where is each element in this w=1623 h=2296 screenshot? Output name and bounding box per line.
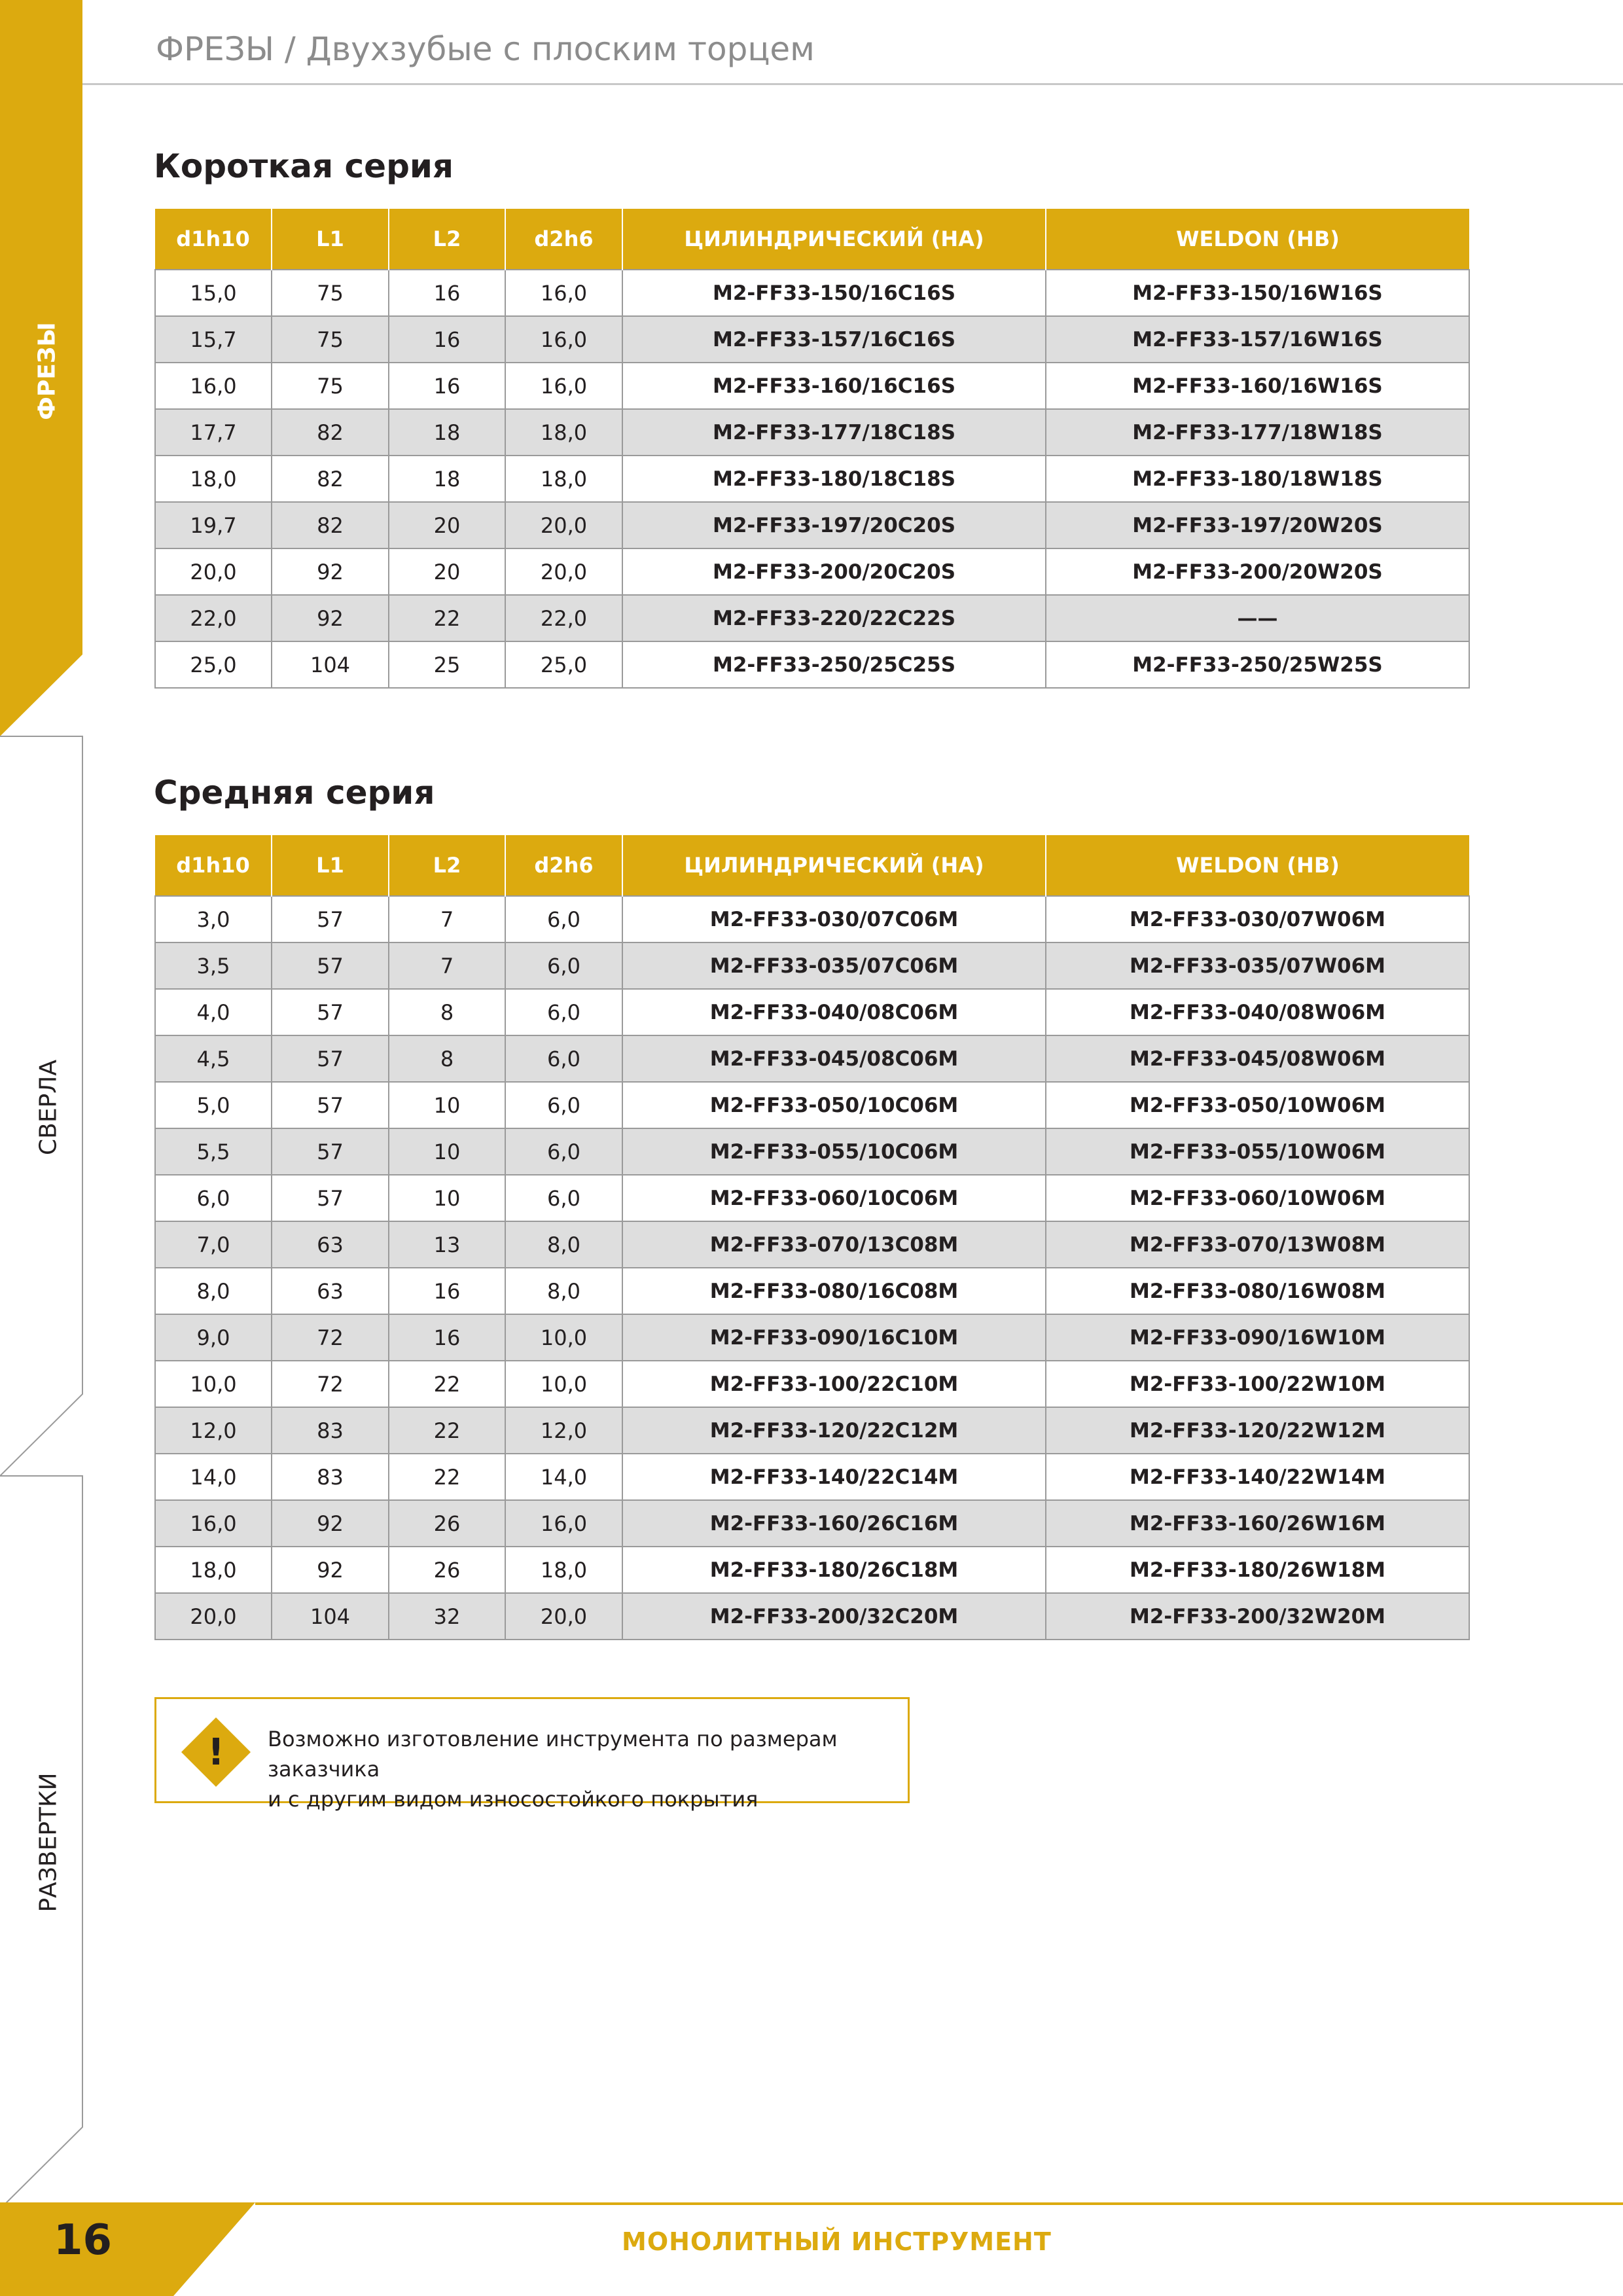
table-row: [155, 1454, 1469, 1500]
article-code-cell: M2-FF33-140/22W14M: [1046, 1454, 1469, 1500]
dimension-cell: 10,0: [505, 1361, 622, 1407]
article-code-cell: M2-FF33-055/10W06M: [1046, 1128, 1469, 1175]
column-header: WELDON (HB): [1046, 835, 1469, 896]
table-row: [155, 456, 1469, 502]
table-row: [155, 502, 1469, 548]
dimension-cell: 15,7: [155, 316, 272, 363]
column-header: L1: [272, 209, 389, 270]
table-row: [155, 1361, 1469, 1407]
medium-series-table: [154, 835, 1470, 1640]
dimension-cell: 75: [272, 270, 389, 316]
article-code-cell: M2-FF33-050/10C06M: [622, 1082, 1046, 1128]
dimension-cell: 72: [272, 1314, 389, 1361]
article-code-cell: M2-FF33-180/18C18S: [622, 456, 1046, 502]
dimension-cell: 17,7: [155, 409, 272, 456]
page-number: 16: [54, 2216, 113, 2265]
dimension-cell: 3,5: [155, 942, 272, 989]
short-series-table: [154, 209, 1470, 689]
dimension-cell: 18,0: [505, 456, 622, 502]
table-row: [155, 1500, 1469, 1547]
dimension-cell: 104: [272, 1593, 389, 1640]
dimension-cell: 7: [389, 942, 505, 989]
dimension-cell: 92: [272, 1547, 389, 1593]
dimension-cell: 57: [272, 1128, 389, 1175]
dimension-cell: 16: [389, 1268, 505, 1314]
table-row: [155, 989, 1469, 1035]
dimension-cell: 6,0: [505, 1035, 622, 1082]
column-header: d2h6: [505, 209, 622, 270]
table-row: [155, 1082, 1469, 1128]
table-row: [155, 548, 1469, 595]
dimension-cell: 8,0: [505, 1268, 622, 1314]
dimension-cell: 3,0: [155, 896, 272, 942]
article-code-cell: M2-FF33-160/16C16S: [622, 363, 1046, 409]
table-row: [155, 1593, 1469, 1640]
article-code-cell: M2-FF33-140/22C14M: [622, 1454, 1046, 1500]
table-row: [155, 942, 1469, 989]
dimension-cell: 8,0: [155, 1268, 272, 1314]
medium-series-title: Средняя серия: [154, 774, 435, 812]
warning-glyph: !: [207, 1731, 224, 1774]
article-code-cell: M2-FF33-050/10W06M: [1046, 1082, 1469, 1128]
dimension-cell: 75: [272, 363, 389, 409]
article-code-cell: M2-FF33-030/07C06M: [622, 896, 1046, 942]
footer-brand: МОНОЛИТНЫЙ ИНСТРУМЕНТ: [622, 2227, 1052, 2256]
dimension-cell: 16,0: [505, 270, 622, 316]
dimension-cell: 26: [389, 1500, 505, 1547]
article-code-cell: M2-FF33-090/16C10M: [622, 1314, 1046, 1361]
dimension-cell: 16: [389, 1314, 505, 1361]
dimension-cell: 57: [272, 989, 389, 1035]
article-code-cell: M2-FF33-070/13W08M: [1046, 1221, 1469, 1268]
article-code-cell: M2-FF33-180/26W18M: [1046, 1547, 1469, 1593]
dimension-cell: 5,5: [155, 1128, 272, 1175]
article-code-cell: M2-FF33-045/08W06M: [1046, 1035, 1469, 1082]
dimension-cell: 10,0: [155, 1361, 272, 1407]
column-header: L2: [389, 209, 505, 270]
notice-line-1: Возможно изготовление инструмента по размерам заказчика: [268, 1727, 838, 1782]
article-code-cell: M2-FF33-220/22C22S: [622, 595, 1046, 641]
dimension-cell: 25,0: [505, 641, 622, 688]
page-header-title: ФРЕЗЫ / Двухзубые с плоским торцем: [156, 30, 815, 68]
section-sidebar: [0, 0, 85, 2212]
dimension-cell: 22,0: [155, 595, 272, 641]
notice-line-2: и с другим видом износостойкого покрытия: [268, 1787, 758, 1812]
dimension-cell: 16: [389, 363, 505, 409]
article-code-cell: M2-FF33-040/08W06M: [1046, 989, 1469, 1035]
article-code-cell: M2-FF33-250/25W25S: [1046, 641, 1469, 688]
article-code-cell: M2-FF33-035/07C06M: [622, 942, 1046, 989]
sidebar-tab-drills[interactable]: СВЕРЛА: [35, 1060, 62, 1155]
dimension-cell: 18: [389, 456, 505, 502]
custom-order-notice: [154, 1697, 910, 1812]
dimension-cell: 10: [389, 1082, 505, 1128]
dimension-cell: 83: [272, 1407, 389, 1454]
dimension-cell: 22: [389, 1454, 505, 1500]
article-code-cell: M2-FF33-150/16C16S: [622, 270, 1046, 316]
dimension-cell: 57: [272, 1175, 389, 1221]
dimension-cell: 10,0: [505, 1314, 622, 1361]
dimension-cell: 4,5: [155, 1035, 272, 1082]
table-row: [155, 409, 1469, 456]
dimension-cell: 25: [389, 641, 505, 688]
article-code-cell: M2-FF33-180/18W18S: [1046, 456, 1469, 502]
dimension-cell: 6,0: [505, 1082, 622, 1128]
column-header: ЦИЛИНДРИЧЕСКИЙ (HA): [622, 835, 1046, 896]
table-row: [155, 270, 1469, 316]
table-row: [155, 1035, 1469, 1082]
article-code-cell: M2-FF33-080/16C08M: [622, 1268, 1046, 1314]
column-header: L2: [389, 835, 505, 896]
table-row: [155, 896, 1469, 942]
dimension-cell: 16,0: [505, 316, 622, 363]
dimension-cell: 92: [272, 1500, 389, 1547]
dimension-cell: 18,0: [155, 1547, 272, 1593]
dimension-cell: 16: [389, 270, 505, 316]
table-row: [155, 1407, 1469, 1454]
dimension-cell: 83: [272, 1454, 389, 1500]
dimension-cell: 22: [389, 1407, 505, 1454]
table-row: [155, 316, 1469, 363]
dimension-cell: 6,0: [505, 896, 622, 942]
article-code-cell: M2-FF33-160/26W16M: [1046, 1500, 1469, 1547]
dimension-cell: 8,0: [505, 1221, 622, 1268]
header-divider: [82, 83, 1623, 85]
article-code-cell: M2-FF33-120/22W12M: [1046, 1407, 1469, 1454]
table-row: [155, 1128, 1469, 1175]
article-code-cell: M2-FF33-200/32C20M: [622, 1593, 1046, 1640]
dimension-cell: 57: [272, 1035, 389, 1082]
dimension-cell: 10: [389, 1128, 505, 1175]
dimension-cell: 6,0: [155, 1175, 272, 1221]
dimension-cell: 20: [389, 502, 505, 548]
table-row: [155, 1314, 1469, 1361]
column-header: d1h10: [155, 835, 272, 896]
dimension-cell: 20,0: [155, 548, 272, 595]
dimension-cell: 6,0: [505, 989, 622, 1035]
column-header: WELDON (HB): [1046, 209, 1469, 270]
dimension-cell: 13: [389, 1221, 505, 1268]
dimension-cell: 18,0: [505, 1547, 622, 1593]
article-code-cell: M2-FF33-120/22C12M: [622, 1407, 1046, 1454]
table-row: [155, 595, 1469, 641]
dimension-cell: 5,0: [155, 1082, 272, 1128]
dimension-cell: 6,0: [505, 942, 622, 989]
dimension-cell: 15,0: [155, 270, 272, 316]
column-header: d2h6: [505, 835, 622, 896]
sidebar-tab-reamers[interactable]: РАЗВЕРТКИ: [35, 1772, 62, 1912]
article-code-cell: M2-FF33-055/10C06M: [622, 1128, 1046, 1175]
article-code-cell: M2-FF33-200/20C20S: [622, 548, 1046, 595]
dimension-cell: 25,0: [155, 641, 272, 688]
dimension-cell: 16,0: [505, 1500, 622, 1547]
short-series-title: Короткая серия: [154, 147, 454, 185]
dimension-cell: 10: [389, 1175, 505, 1221]
article-code-cell: M2-FF33-060/10W06M: [1046, 1175, 1469, 1221]
article-code-cell: M2-FF33-070/13C08M: [622, 1221, 1046, 1268]
notice-text: [268, 1724, 908, 1814]
dimension-cell: 7: [389, 896, 505, 942]
table-row: [155, 1221, 1469, 1268]
dimension-cell: 7,0: [155, 1221, 272, 1268]
dimension-cell: 19,7: [155, 502, 272, 548]
article-code-cell: M2-FF33-100/22W10M: [1046, 1361, 1469, 1407]
dimension-cell: 6,0: [505, 1175, 622, 1221]
article-code-cell: M2-FF33-035/07W06M: [1046, 942, 1469, 989]
article-code-cell: M2-FF33-150/16W16S: [1046, 270, 1469, 316]
dimension-cell: 82: [272, 456, 389, 502]
dimension-cell: 92: [272, 595, 389, 641]
dimension-cell: 16,0: [155, 363, 272, 409]
article-code-cell: M2-FF33-045/08C06M: [622, 1035, 1046, 1082]
table-row: [155, 1268, 1469, 1314]
table-row: [155, 1175, 1469, 1221]
dimension-cell: 9,0: [155, 1314, 272, 1361]
article-code-cell: M2-FF33-177/18C18S: [622, 409, 1046, 456]
table-header-row: [155, 835, 1469, 896]
article-code-cell: M2-FF33-040/08C06M: [622, 989, 1046, 1035]
dimension-cell: 26: [389, 1547, 505, 1593]
article-code-cell: M2-FF33-157/16W16S: [1046, 316, 1469, 363]
dimension-cell: 4,0: [155, 989, 272, 1035]
dimension-cell: 20,0: [505, 1593, 622, 1640]
table-row: [155, 641, 1469, 688]
article-code-cell: M2-FF33-160/16W16S: [1046, 363, 1469, 409]
dimension-cell: 72: [272, 1361, 389, 1407]
column-header: L1: [272, 835, 389, 896]
article-code-cell: ——: [1046, 595, 1469, 641]
dimension-cell: 82: [272, 409, 389, 456]
dimension-cell: 92: [272, 548, 389, 595]
dimension-cell: 22: [389, 595, 505, 641]
dimension-cell: 12,0: [155, 1407, 272, 1454]
dimension-cell: 12,0: [505, 1407, 622, 1454]
dimension-cell: 18: [389, 409, 505, 456]
dimension-cell: 16: [389, 316, 505, 363]
dimension-cell: 20,0: [505, 548, 622, 595]
dimension-cell: 20: [389, 548, 505, 595]
column-header: d1h10: [155, 209, 272, 270]
dimension-cell: 63: [272, 1221, 389, 1268]
article-code-cell: M2-FF33-080/16W08M: [1046, 1268, 1469, 1314]
dimension-cell: 22,0: [505, 595, 622, 641]
dimension-cell: 14,0: [505, 1454, 622, 1500]
article-code-cell: M2-FF33-177/18W18S: [1046, 409, 1469, 456]
table-header-row: [155, 209, 1469, 270]
dimension-cell: 8: [389, 1035, 505, 1082]
dimension-cell: 16,0: [505, 363, 622, 409]
dimension-cell: 57: [272, 942, 389, 989]
dimension-cell: 14,0: [155, 1454, 272, 1500]
column-header: ЦИЛИНДРИЧЕСКИЙ (HA): [622, 209, 1046, 270]
article-code-cell: M2-FF33-157/16C16S: [622, 316, 1046, 363]
article-code-cell: M2-FF33-250/25C25S: [622, 641, 1046, 688]
dimension-cell: 75: [272, 316, 389, 363]
dimension-cell: 57: [272, 896, 389, 942]
dimension-cell: 16,0: [155, 1500, 272, 1547]
table-row: [155, 363, 1469, 409]
dimension-cell: 8: [389, 989, 505, 1035]
article-code-cell: M2-FF33-200/20W20S: [1046, 548, 1469, 595]
dimension-cell: 18,0: [505, 409, 622, 456]
article-code-cell: M2-FF33-160/26C16M: [622, 1500, 1046, 1547]
dimension-cell: 57: [272, 1082, 389, 1128]
article-code-cell: M2-FF33-197/20W20S: [1046, 502, 1469, 548]
dimension-cell: 32: [389, 1593, 505, 1640]
article-code-cell: M2-FF33-030/07W06M: [1046, 896, 1469, 942]
dimension-cell: 6,0: [505, 1128, 622, 1175]
dimension-cell: 18,0: [155, 456, 272, 502]
article-code-cell: M2-FF33-200/32W20M: [1046, 1593, 1469, 1640]
dimension-cell: 20,0: [155, 1593, 272, 1640]
sidebar-tab-mills[interactable]: ФРЕЗЫ: [33, 322, 61, 420]
article-code-cell: M2-FF33-197/20C20S: [622, 502, 1046, 548]
dimension-cell: 63: [272, 1268, 389, 1314]
dimension-cell: 82: [272, 502, 389, 548]
article-code-cell: M2-FF33-060/10C06M: [622, 1175, 1046, 1221]
dimension-cell: 104: [272, 641, 389, 688]
warning-diamond-icon: [180, 1716, 252, 1788]
table-row: [155, 1547, 1469, 1593]
article-code-cell: M2-FF33-090/16W10M: [1046, 1314, 1469, 1361]
article-code-cell: M2-FF33-180/26C18M: [622, 1547, 1046, 1593]
dimension-cell: 20,0: [505, 502, 622, 548]
dimension-cell: 22: [389, 1361, 505, 1407]
article-code-cell: M2-FF33-100/22C10M: [622, 1361, 1046, 1407]
